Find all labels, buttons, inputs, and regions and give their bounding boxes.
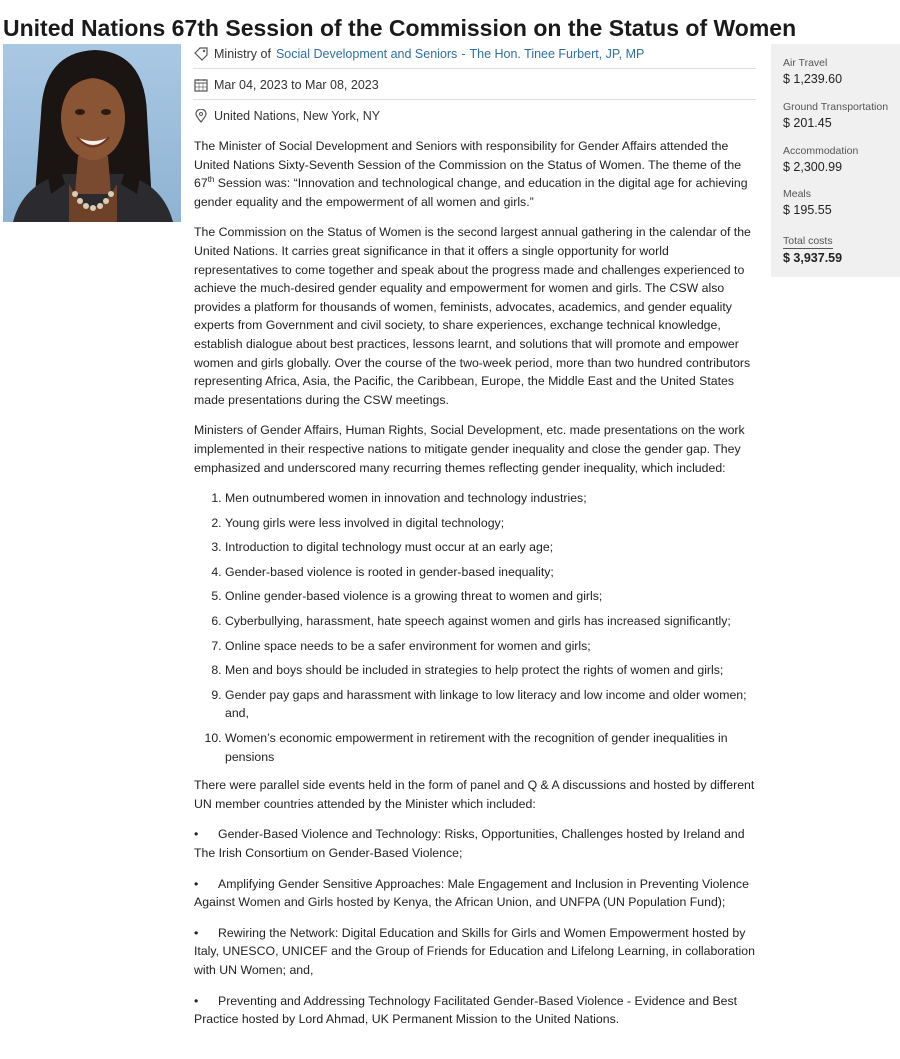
side-event-text: Gender-Based Violence and Technology: Risks, Opportunities, Challenges hosted by Ireland and The Irish Consortium on Gender-Based Violence;: [194, 827, 745, 860]
themes-list: [194, 489, 756, 766]
cost-value: $ 201.45: [783, 116, 832, 130]
list-item: 6. Cyberbullying, harassment, hate speech against women and girls has increased significantly;: [225, 612, 756, 631]
cost-value: $ 1,239.60: [783, 72, 843, 86]
cost-value: $ 2,300.99: [783, 160, 843, 174]
location-row: [193, 102, 756, 130]
ministry-separator: -: [461, 47, 466, 61]
cost-accommodation: [783, 144, 858, 176]
list-item: 3. Introduction to digital technology must occur at an early age;: [225, 538, 756, 557]
list-item: 9. Gender pay gaps and harassment with linkage to low literacy and low income and older women; and,: [225, 686, 756, 723]
location-pin-icon: [193, 108, 209, 124]
ministry-row: [193, 40, 756, 69]
side-event-text: Amplifying Gender Sensitive Approaches: Male Engagement and Inclusion in Preventing Violence Against Women and Girls hosted by Kenya, the African Union, and UNFPA (UN Population Fund);: [194, 876, 749, 910]
side-event-item: [194, 825, 756, 862]
cost-label: Meals: [783, 188, 812, 200]
intro-superscript: th: [207, 175, 215, 185]
minister-link[interactable]: The Hon. Tinee Furbert, JP, MP: [469, 47, 645, 61]
total-value: $ 3,937.59: [783, 251, 843, 265]
side-events-paragraph: There were parallel side events held in the form of panel and Q & A discussions and hosted by different UN member countries attended by the Minister which included:: [194, 778, 755, 811]
cost-label: Ground Transportation: [783, 101, 889, 113]
article-body: [194, 137, 756, 1041]
list-item: 5. Online gender-based violence is a growing threat to women and girls;: [225, 587, 756, 606]
list-item: 7. Online space needs to be a safer environment for women and girls;: [225, 637, 756, 656]
portrait-image: [3, 44, 181, 222]
list-item: 10. Women’s economic empowerment in retirement with the recognition of gender inequalities in pensions: [225, 729, 756, 766]
total-label: Total costs: [783, 235, 833, 247]
calendar-icon: [193, 77, 209, 93]
cost-label: Air Travel: [783, 57, 828, 69]
side-event-item: [194, 924, 756, 980]
list-item: 2. Young girls were less involved in digital technology;: [225, 514, 756, 533]
side-event-item: [194, 992, 756, 1029]
page-title: United Nations 67th Session of the Commission on the Status of Women: [3, 15, 797, 42]
ministry-link[interactable]: Social Development and Seniors: [275, 47, 458, 61]
tag-icon: [193, 46, 209, 62]
bullet-icon: •: [194, 925, 199, 940]
csw-paragraph: The Commission on the Status of Women is the second largest annual gathering in the calendar of the United Nations. It carries great significance in that it offers a single opportunity for world representatives to come together and speak about the progress made and challenges experienced to achieve the much-desired gender equality and empowerment for women and girls. The CSW also provides a platform for thousands of women, feminists, advocates, academics, and gender equality experts from Government and civil society, to share experiences, exchange technical knowledge, establish dialogue about best practices, lessons learnt, and solutions that will promote and empower women and girls globally. Over the course of the two-week period, more than two hundred contributors representing Africa, Asia, the Pacific, the Caribbean, Europe, the Middle East and the United States made presentations during the CSW meetings.: [194, 225, 751, 407]
bullet-icon: •: [194, 993, 199, 1008]
costs-panel: [771, 44, 900, 277]
side-event-item: [194, 875, 756, 912]
dates-row: [193, 71, 756, 100]
cost-air-travel: [783, 56, 842, 88]
list-item: 4. Gender-based violence is rooted in gender-based inequality;: [225, 563, 756, 582]
cost-meals: [783, 187, 832, 219]
minister-photo: [3, 44, 181, 222]
list-item: 1. Men outnumbered women in innovation and technology industries;: [225, 489, 756, 508]
cost-ground-transportation: [783, 100, 888, 132]
ministry-prefix: Ministry of: [214, 47, 271, 61]
cost-label: Accommodation: [783, 145, 859, 157]
event-dates: Mar 04, 2023 to Mar 08, 2023: [214, 78, 379, 92]
side-event-text: Rewiring the Network: Digital Education and Skills for Girls and Women Empowerment hosted by Italy, UNESCO, UNICEF and the Group of Friends for Education and Lifelong Learning, in collaboration with UN Women; and,: [194, 925, 755, 977]
intro-paragraph: [194, 137, 756, 211]
bullet-icon: •: [194, 827, 199, 842]
event-location: United Nations, New York, NY: [214, 109, 381, 123]
ministers-paragraph: Ministers of Gender Affairs, Human Rights, Social Development, etc. made presentations on the work implemented in their respective nations to mitigate gender inequality and close the gender gap. They emphasized and underscored many recurring themes reflecting gender inequality, which included:: [194, 423, 745, 475]
intro-text-b: Session was: “Innovation and technological change, and education in the digital age for achieving gender equality and the empowerment of all women and girls.”: [194, 176, 748, 209]
bullet-icon: •: [194, 876, 199, 891]
list-item: 8. Men and boys should be included in strategies to help protect the rights of women and girls;: [225, 661, 756, 680]
cost-total: [783, 231, 842, 267]
intro-text-a: The Minister of Social Development and Seniors with responsibility for Gender Affairs attended the United Nations Sixty-Seventh Session of the Commission on the Status of Women. The theme of the 67: [194, 139, 742, 191]
cost-value: $ 195.55: [783, 203, 832, 217]
side-event-text: Preventing and Addressing Technology Facilitated Gender-Based Violence - Evidence and Best Practice hosted by Lord Ahmad, UK Permanent Mission to the United Nations.: [194, 993, 738, 1027]
